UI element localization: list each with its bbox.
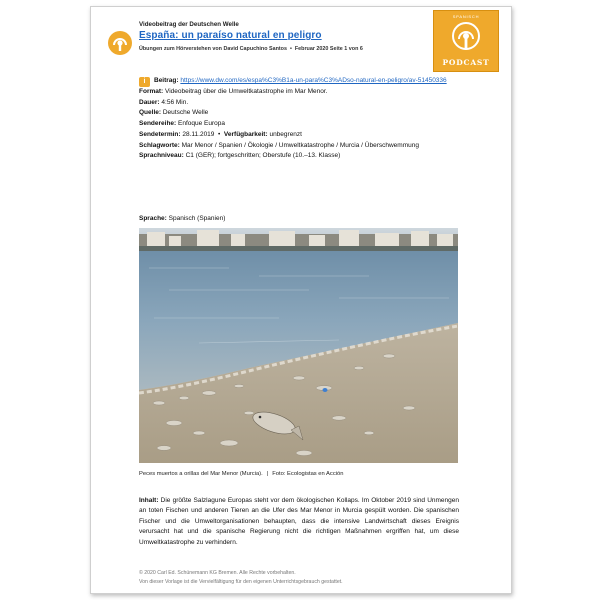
beitrag-label: Beitrag: [154,77,179,84]
sendetermin-row: Sendetermin: 28.11.2019 • Verfügbarkeit: unbegrenzt [139,130,302,138]
quelle-row [139,108,469,119]
subtitle-date: Februar 2020 [294,46,329,52]
inhalt-label: Inhalt: [139,497,159,504]
sprachniveau-value: C1 (GER); fortgeschritten; Oberstufe (10.–13. Klasse) [185,152,341,160]
dauer-row [139,98,469,109]
format-value: Videobeitrag über die Umweltkatastrophe im Mar Menor. [165,88,328,95]
schlagworte-value: Mar Menor / Spanien / Ökologie / Umweltkatastrophe / Murcia / Überschwemmung [181,141,419,149]
inhalt-paragraph [139,496,459,548]
sprache-label: Sprache: [139,215,167,222]
sprachniveau-row [139,151,469,162]
dauer-label: Dauer: [139,98,160,106]
info-block [139,76,469,162]
info-icon: i [139,77,150,87]
beitrag-row [139,76,469,87]
format-label: Format: [139,88,164,95]
microphone-icon [451,21,481,55]
subtitle-line: Übungen zum Hörverstehen von David Capuchino Santos • Februar 2020 Seite 1 von 6 [139,46,363,52]
podcast-logo [433,10,499,72]
dauer-value: 4:56 Min. [161,98,189,106]
format-row [139,87,469,98]
sprachniveau-label: Sprachniveau: [139,152,184,160]
podcast-icon [107,30,133,56]
document-header [139,21,429,52]
sendetermin-label: Sendetermin: [139,130,181,138]
sendetermin-value: 28.11.2019 [182,130,215,138]
beitrag-link[interactable]: https://www.dw.com/es/espa%C3%B1a-un-para%C3%ADso-natural-en-peligro/av-51450336 [180,77,447,84]
photo-credit: Foto: Ecologistas en Acción [272,471,344,477]
document-title[interactable]: España: un paraíso natural en peligro [139,30,322,41]
footer-license: Von dieser Vorlage ist die Vervielfältigung für den eigenen Unterrichtsgebrauch gestattet. [139,578,343,585]
sprache-row [139,215,225,222]
footer [139,569,343,586]
photo-dead-fish-shore [139,228,458,463]
schlagworte-row [139,141,469,152]
inhalt-text: Die größte Salzlagune Europas steht vor dem ökologischen Kollaps. Im Oktober 2019 sind Unmengen an toten Fischen und anderen Tieren an die Ufer des Mar Menor in Murcia gespült worden. Die spanischen Fischer und die Umweltorganisationen behaupten, dass die intensive Landwirtschaft dieses Ereignis verursacht hat und die spanische Regierung nicht die richtigen Maßnahmen ergriffen hat, um diese Umweltkatastrophe zu verhindern. [139,497,460,546]
quelle-label: Quelle: [139,109,162,117]
verfuegbarkeit-label: Verfügbarkeit: [223,130,268,138]
photo-illustration [139,228,458,463]
caption-text: Peces muertos a orillas del Mar Menor (Murcia). [139,471,263,477]
photo-caption: Peces muertos a orillas del Mar Menor (Murcia). | Foto: Ecologistas en Acción [139,471,344,477]
document-page [90,6,512,594]
page-number: Seite 1 von 6 [329,46,363,52]
podcast-logo-label: PODCAST [442,58,490,67]
quelle-value: Deutsche Welle [162,109,209,117]
sendereihe-row [139,119,469,130]
footer-copyright: © 2020 Carl Ed. Schünemann KG Bremen. Alle Rechte vorbehalten. [139,570,296,576]
podcast-logo-top-label: SPANISCH [452,14,480,19]
sendereihe-value: Enfoque Europa [178,120,226,128]
schlagworte-label: Schlagworte: [139,141,180,149]
subtitle-author: Übungen zum Hörverstehen von David Capuchino Santos [139,46,287,52]
verfuegbarkeit-value: unbegrenzt [269,130,302,138]
sprache-value: Spanisch (Spanien) [168,215,226,222]
kicker: Videobeitrag der Deutschen Welle [139,21,239,28]
sendereihe-label: Sendereihe: [139,120,177,128]
